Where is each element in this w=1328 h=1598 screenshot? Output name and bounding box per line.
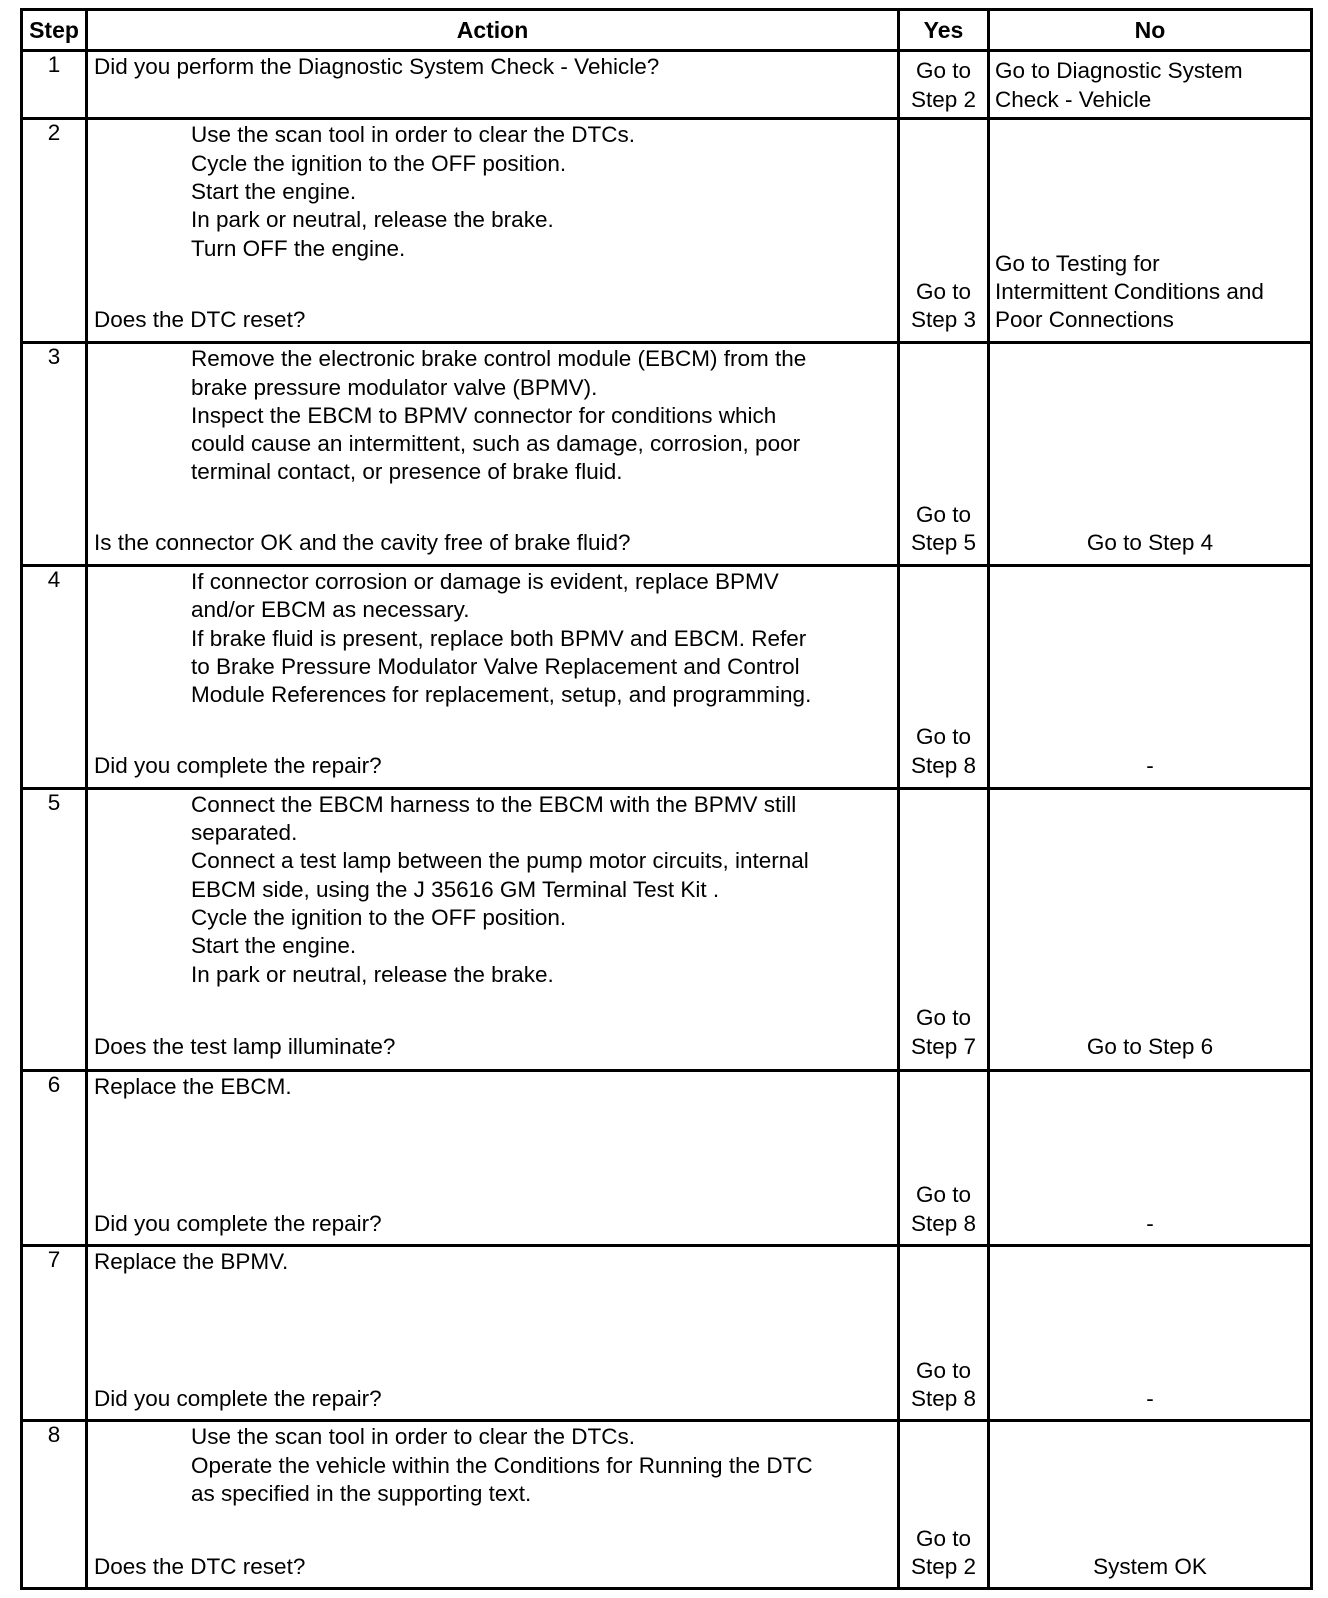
yes-cell [899, 343, 989, 566]
no-result-line: - [1146, 1210, 1154, 1236]
table-row [22, 51, 1312, 119]
action-instruction-line: In park or neutral, release the brake. [191, 961, 554, 987]
action-instruction-line: and/or EBCM as necessary. [191, 597, 470, 623]
no-result-line: Go to Step 6 [1086, 1033, 1214, 1059]
table-header-row [22, 10, 1312, 51]
yes-result-line: Go to [915, 58, 972, 84]
action-cell [87, 1245, 899, 1421]
action-instructions [88, 344, 897, 486]
action-text: Replace the EBCM. [94, 1073, 292, 1099]
no-cell [989, 566, 1312, 789]
action-instructions [88, 790, 897, 989]
table-row [22, 343, 1312, 566]
no-result-line: - [1146, 752, 1154, 778]
action-instruction-line: terminal contact, or presence of brake fluid. [191, 459, 623, 485]
table-row [22, 1421, 1312, 1589]
action-instruction-line: Cycle the ignition to the OFF position. [191, 150, 567, 176]
yes-cell [899, 1421, 989, 1589]
action-question: Did you complete the repair? [94, 1386, 382, 1412]
action-cell [87, 343, 899, 566]
action-cell [87, 566, 899, 789]
header-yes: Yes [899, 10, 989, 51]
table-row [22, 1070, 1312, 1245]
no-cell [989, 343, 1312, 566]
action-instruction-line: Start the engine. [191, 933, 357, 959]
no-cell [989, 1070, 1312, 1245]
action-instruction-line: Operate the vehicle within the Conditions for Running the DTC [191, 1452, 813, 1478]
yes-result-line: Step 2 [910, 86, 977, 112]
yes-result-line: Step 8 [910, 1210, 977, 1236]
no-result-line: Check - Vehicle [995, 86, 1152, 112]
action-question: Does the test lamp illuminate? [94, 1033, 396, 1059]
action-question: Does the DTC reset? [94, 307, 306, 333]
action-instruction-line: could cause an intermittent, such as damage, corrosion, poor [191, 431, 801, 457]
yes-result-line: Go to [915, 1525, 972, 1551]
yes-result-line: Step 2 [910, 1554, 977, 1580]
yes-result-line: Step 8 [910, 1386, 977, 1412]
no-cell [989, 1245, 1312, 1421]
no-result-line: System OK [1093, 1554, 1207, 1580]
diagnostic-document [20, 8, 1310, 1590]
step-number: 5 [22, 788, 87, 1070]
step-number: 8 [22, 1421, 87, 1589]
step-number: 6 [22, 1070, 87, 1245]
action-question: Did you complete the repair? [94, 752, 382, 778]
table-body [22, 51, 1312, 1589]
diagnostic-table [20, 8, 1313, 1590]
yes-result-line: Go to [915, 501, 972, 527]
action-instruction-line: Connect the EBCM harness to the EBCM with the BPMV still [191, 791, 797, 817]
no-result-line: Go to Diagnostic System [995, 58, 1243, 84]
action-question: Did you complete the repair? [94, 1210, 382, 1236]
action-instruction-line: Inspect the EBCM to BPMV connector for conditions which [191, 402, 777, 428]
yes-cell [899, 51, 989, 119]
no-result-line: Go to Testing for [995, 250, 1160, 276]
header-action: Action [87, 10, 899, 51]
action-instruction-line: Remove the electronic brake control module (EBCM) from the [191, 346, 807, 372]
yes-result-line: Go to [915, 1005, 972, 1031]
yes-cell [899, 119, 989, 343]
action-cell [87, 788, 899, 1070]
yes-result-line: Step 5 [910, 529, 977, 555]
step-number: 3 [22, 343, 87, 566]
action-instruction-line: Cycle the ignition to the OFF position. [191, 904, 567, 930]
action-cell [87, 1421, 899, 1589]
action-instruction-line: Connect a test lamp between the pump motor circuits, internal [191, 848, 809, 874]
yes-result-line: Go to [915, 278, 972, 304]
action-instructions [88, 567, 897, 709]
action-instruction-line: Module References for replacement, setup, and programming. [191, 682, 812, 708]
action-cell [87, 51, 899, 119]
header-step: Step [22, 10, 87, 51]
no-result-line: Go to Step 4 [1086, 529, 1214, 555]
step-number: 2 [22, 119, 87, 343]
yes-result-line: Step 3 [910, 307, 977, 333]
action-instruction-line: Use the scan tool in order to clear the DTCs. [191, 122, 635, 148]
step-number: 1 [22, 51, 87, 119]
action-instructions [88, 120, 897, 262]
yes-cell [899, 566, 989, 789]
yes-result-line: Go to [915, 1357, 972, 1383]
action-text: Replace the BPMV. [94, 1248, 289, 1274]
yes-result-line: Go to [915, 1182, 972, 1208]
step-number: 7 [22, 1245, 87, 1421]
action-cell [87, 119, 899, 343]
no-result-line: Intermittent Conditions and [995, 278, 1264, 304]
yes-result-line: Step 7 [910, 1033, 977, 1059]
no-result-line: Poor Connections [995, 307, 1174, 333]
action-instruction-line: to Brake Pressure Modulator Valve Replacement and Control [191, 653, 800, 679]
action-instructions [88, 1422, 897, 1508]
action-instruction-line: brake pressure modulator valve (BPMV). [191, 374, 598, 400]
action-instruction-line: Start the engine. [191, 179, 357, 205]
yes-cell [899, 788, 989, 1070]
no-result-line: - [1146, 1386, 1154, 1412]
step-number: 4 [22, 566, 87, 789]
action-question: Is the connector OK and the cavity free of brake fluid? [94, 529, 631, 555]
action-instruction-line: In park or neutral, release the brake. [191, 207, 554, 233]
action-instruction-line: Use the scan tool in order to clear the DTCs. [191, 1424, 635, 1450]
yes-cell [899, 1070, 989, 1245]
yes-result-line: Step 8 [910, 752, 977, 778]
yes-result-line: Go to [915, 724, 972, 750]
action-instruction-line: EBCM side, using the J 35616 GM Terminal Test Kit . [191, 876, 720, 902]
yes-cell [899, 1245, 989, 1421]
action-cell [87, 1070, 899, 1245]
table-row [22, 1245, 1312, 1421]
no-cell [989, 788, 1312, 1070]
table-row [22, 119, 1312, 343]
action-instruction-line: If connector corrosion or damage is evident, replace BPMV [191, 569, 779, 595]
action-instruction-line: If brake fluid is present, replace both BPMV and EBCM. Refer [191, 625, 807, 651]
no-cell [989, 1421, 1312, 1589]
action-instruction-line: as specified in the supporting text. [191, 1480, 532, 1506]
action-instruction-line: separated. [191, 820, 298, 846]
action-instruction-line: Turn OFF the engine. [191, 235, 406, 261]
action-text: Did you perform the Diagnostic System Check - Vehicle? [94, 54, 660, 79]
action-question: Does the DTC reset? [94, 1554, 306, 1580]
table-row [22, 566, 1312, 789]
no-cell [989, 51, 1312, 119]
table-row [22, 788, 1312, 1070]
no-cell [989, 119, 1312, 343]
header-no: No [989, 10, 1312, 51]
